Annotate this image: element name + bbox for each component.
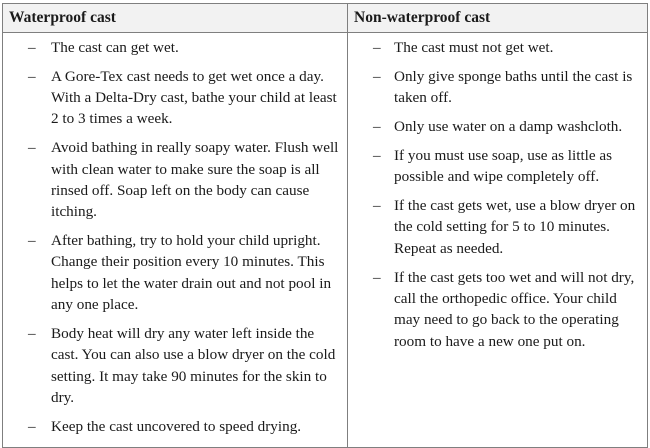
- list-item: [3, 66, 341, 130]
- list-item-text: Keep the cast uncovered to speed drying.: [51, 417, 302, 435]
- cast-care-table: [2, 3, 648, 448]
- dash-bullet-icon: –: [373, 268, 381, 286]
- list-item: [348, 195, 641, 259]
- list-item-text: If the cast gets too wet and will not dry, call the orthopedic office. Your child may need to go back to the operating room to have a new one put on.: [394, 268, 635, 350]
- list-item: [3, 37, 341, 58]
- list-item-text: If you must use soap, use as little as possible and wipe completely off.: [394, 146, 613, 186]
- dash-bullet-icon: –: [28, 417, 36, 435]
- non-waterproof-list: [348, 37, 641, 352]
- list-item-text: After bathing, try to hold your child upright. Change their position every 10 minutes. This helps to let the water drain out and not pool in any one place.: [51, 232, 332, 314]
- list-item: [3, 137, 341, 222]
- dash-bullet-icon: –: [373, 146, 381, 164]
- dash-bullet-icon: –: [28, 39, 36, 56]
- dash-bullet-icon: –: [28, 324, 36, 342]
- dash-bullet-icon: –: [373, 39, 381, 56]
- list-item-text: A Gore-Tex cast needs to get wet once a day. With a Delta-Dry cast, bathe your child at least 2 to 3 times a week.: [51, 67, 337, 128]
- dash-bullet-icon: –: [28, 139, 36, 157]
- header-waterproof: Waterproof cast: [3, 4, 348, 33]
- list-item-text: The cast must not get wet.: [394, 39, 554, 56]
- waterproof-list: [3, 37, 341, 437]
- list-item: [3, 230, 341, 315]
- list-item-text: Only use water on a damp washcloth.: [394, 118, 623, 136]
- waterproof-cell: [3, 33, 348, 448]
- list-item: [348, 66, 641, 109]
- list-item-text: Avoid bathing in really soapy water. Flush well with clean water to make sure the soap is all rinsed off. Soap left on the body can cause itching.: [51, 139, 339, 221]
- list-item-text: Body heat will dry any water left inside the cast. You can also use a blow dryer on the cold setting. It may take 90 minutes for the skin to dry.: [51, 324, 336, 406]
- header-non-waterproof: Non-waterproof cast: [348, 4, 648, 33]
- dash-bullet-icon: –: [28, 67, 36, 85]
- dash-bullet-icon: –: [373, 118, 381, 136]
- list-item-text: Only give sponge baths until the cast is taken off.: [394, 67, 633, 107]
- list-item: [348, 37, 641, 58]
- dash-bullet-icon: –: [373, 67, 381, 85]
- list-item-text: If the cast gets wet, use a blow dryer on the cold setting for 5 to 10 minutes. Repeat as needed.: [394, 197, 636, 257]
- list-item: [348, 116, 641, 137]
- non-waterproof-cell: [348, 33, 648, 448]
- list-item: [3, 323, 341, 408]
- content-row: [3, 33, 648, 448]
- list-item: [3, 416, 341, 437]
- dash-bullet-icon: –: [373, 197, 381, 215]
- dash-bullet-icon: –: [28, 232, 36, 250]
- list-item: [348, 145, 641, 188]
- list-item-text: The cast can get wet.: [51, 39, 179, 56]
- list-item: [348, 267, 641, 352]
- header-row: [3, 4, 648, 33]
